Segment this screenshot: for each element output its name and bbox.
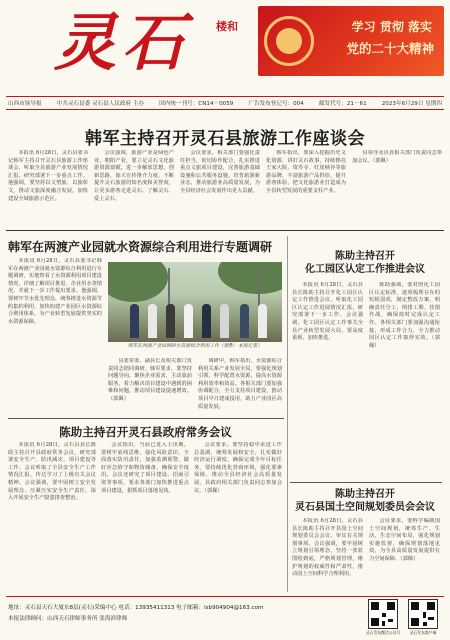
lead-column-1 — [8, 150, 88, 226]
story2-right-column — [198, 358, 282, 418]
side1-column-a — [292, 282, 363, 478]
story3-column-3 — [194, 442, 282, 592]
side1-headline-line1: 陈助主持召开 — [335, 251, 395, 262]
side2-headline-line1: 陈助主持召开 — [335, 489, 395, 500]
banner-line-1: 学习 贯彻 落实 — [351, 20, 432, 34]
banner-line-2: 党的二十大精神 — [346, 41, 434, 56]
lead-col5-text: 县领导及县直相关部门负责同志参加会议。（郭佩） — [352, 150, 442, 164]
qr-code-icon — [408, 599, 438, 629]
lead-col3-text: 会议要求，相关部门要强化责任担当，密切协作配合，扎实推进重点文旅项目建设，完善旅游基础设施和公共服务设施，培育旅游新业态，推动旅游业高质量发展，为全县经济社会发展作出更大贡献。 — [180, 150, 260, 194]
story3-col1-text: 本报讯 6月28日，灵石县县长陈助主持召开县政府常务会议，研究部署安全生产、防汛减灾、项目建设等工作。会议听取了全县安全生产工作情况汇报，传达学习了上级有关会议精神。会议强调，要牢固树立安全发展理念，压紧压实安全生产责任，深入开展安全生产隐患排查整治。 — [8, 442, 96, 502]
side2-col-b-text: 会议要求，要科学编制国土空间规划，统筹生产、生活、生态空间布局，强化规划实施监督，确保规划落地见效，为全县高质量发展提供有力空间保障。（郭佩） — [369, 518, 440, 562]
story3-column-2 — [101, 442, 189, 592]
side1-col-b-text: 陈助强调，要对照化工园区认定标准，逐项梳理存在的短板弱项，制定整改方案，明确责任分工，倒排工期、挂图作战，确保按时完成认定工作。各相关部门要加强沟通衔接，形成工作合力，全力推动园区认定工作取得实效。（郭佩） — [369, 282, 440, 349]
story3-col3-text: 会议要求，要坚持稳中求进工作总基调，统筹发展和安全，扎实做好经济运行调度，确保完成全年目标任务。要持续优化营商环境，强化要素保障，推动全县经济社会高质量发展。县政府相关部门负责同志参加会议。（郭佩） — [194, 442, 282, 494]
title-signature: 楼和 — [216, 20, 238, 33]
footer-legal: 本报法律顾问：山西天石律师事务所 张海滨律师 — [8, 616, 128, 622]
side-divider — [290, 482, 442, 483]
story2-headline: 韩军在两渡产业园就水资源综合利用进行专题调研 — [8, 240, 273, 254]
photo-caption: 韩军在两渡产业园调研水资源综合利用工作（摄影：本报记者） — [127, 344, 263, 349]
footer — [6, 596, 444, 636]
lead-headline: 韩军主持召开灵石县旅游工作座谈会 — [85, 129, 365, 149]
side1-column-b — [369, 282, 440, 478]
qr-label-wechat: 灵石发布微信公众号 — [366, 630, 401, 635]
story3-headline: 陈助主持召开灵石县政府常务会议 — [59, 425, 232, 439]
side2-column-b — [369, 518, 440, 592]
emblem-sun-icon — [276, 28, 302, 54]
lead-col1-text: 本报讯 6月28日，灵石县委书记韩军主持召开灵石县旅游工作座谈会，听取全县旅游产业发展情况汇报，研究部署下一步重点工作。他强调，要坚持以文塑旅、以旅彰文，推动文旅深度融合发展，加快建设全域旅游示范区。 — [8, 150, 88, 202]
lead-col4-text: 韩军指出，要深入挖掘历史文化资源，讲好灵石故事，持续擦亮王家大院、资寿寺、红崖峡谷等旅游品牌，丰富旅游产品供给，提升游客体验，把文化旅游业打造成为全县转型发展的重要支柱产业。 — [266, 150, 346, 194]
info-date: 2023年6月29日 星期四 — [381, 101, 442, 107]
lead-col2-text: 会议强调，旅游产业是绿色产业、朝阳产业，要立足灵石文化旅游资源禀赋，进一步解放思想、创新思路，加大宣传推介力度，不断提升灵石旅游的知名度和美誉度，让更多游客走进灵石、了解灵石、爱上灵石。 — [94, 150, 174, 202]
story2-bottom-column-a — [108, 358, 192, 418]
story-divider — [8, 418, 284, 419]
info-sponsor: 中共灵石县委 灵石县人民政府 主办 — [56, 101, 145, 107]
lead-column-2 — [94, 150, 174, 226]
info-paper-name: 山西市场导报 — [8, 101, 42, 107]
side1-headline — [290, 250, 440, 276]
side2-col-a-text: 本报讯 6月28日，灵石县县长陈助主持召开县国土空间规划委员会会议，审议有关规划事项。会议强调，要牢固树立规划引领理念，坚持一张蓝图绘到底，严格规划管理，维护规划的权威性和严肃性，推动国土空间科学合理利用。 — [292, 518, 363, 578]
news-photo — [108, 262, 282, 342]
story2-bottom-text: 县委常委、副县长及相关部门负责同志陪同调研。韩军要求，要坚持问题导向，聚焦企业需求，主动靠前服务，着力解决项目建设中遇到的困难和问题，推动项目建设提速增效。（郭佩） — [108, 358, 192, 402]
newspaper-title: 灵石 — [54, 6, 191, 79]
side1-col-a-text: 本报讯 6月28日，灵石县县长陈助主持召开化工园区认定工作推进会议，听取化工园区认定工作进展情况汇报，研究部署下一步工作。会议强调，化工园区认定工作事关全县产业转型发展大局，要高度重视、加快推进。 — [292, 282, 363, 342]
story3-column-1 — [8, 442, 96, 592]
column-separator — [287, 236, 288, 592]
lead-column-5 — [352, 150, 442, 226]
slogan-banner — [258, 6, 444, 76]
qr-label-app: 灵石发布客户端 — [409, 630, 437, 635]
story2-left-column — [8, 258, 102, 418]
info-ad-license: 广告发布登记号：004 — [248, 101, 304, 107]
masthead — [6, 4, 444, 96]
lead-column-3 — [180, 150, 260, 226]
lead-column-4 — [266, 150, 346, 226]
footer-contact: 地址：灵石县天石大厦东8层(灵石)采编中心 电话：13935411313 电子邮箱：lsb904904@163.com — [8, 605, 264, 611]
side1-headline-line2: 化工园区认定工作推进会议 — [305, 264, 425, 275]
qr-code-icon — [368, 599, 398, 629]
story2-right-text: 调研中，韩军指出，水资源综合利用关系产业发展全局，要强化规划引领，科学配置水资源，提高水资源利用效率和效益。各相关部门要加强协调配合，全力支持项目建设，推动项目早日建成投用，助力产业园区高质量发展。 — [198, 358, 282, 410]
info-postal-code: 邮发代号：21－61 — [318, 101, 367, 107]
story2-left-text: 本报讯 6月28日，灵石县委书记韩军在两渡产业园就水资源综合利用进行专题调研，实地察看了水资源利用项目建设情况，详细了解项目推进、企业用水等情况，并就下一步工作提出要求。他强调，要树牢节水优先理念，统筹推进水资源节约集约利用，加快构建产业园区水资源综合利用体系，为产业转型发展提供坚实的水资源保障。 — [8, 258, 102, 325]
info-issn: 国内统一刊号：CN14－0059 — [159, 101, 234, 107]
story3-col2-text: 会议指出，当前已进入主汛期，要树牢底线思维，强化风险意识，全面落实防汛责任，加强监测预警，做好应急值守和物资储备，确保安全度汛。会议还研究了项目建设、招商引资等事项，要求各部门加快推进重点项目建设，狠抓项目落地见效。 — [101, 442, 189, 494]
section-divider — [6, 230, 444, 231]
side2-headline — [290, 488, 440, 514]
side2-headline-line2: 灵石县国土空间规划委员会会议 — [295, 502, 435, 513]
info-bar — [6, 96, 444, 110]
side2-column-a — [292, 518, 363, 592]
